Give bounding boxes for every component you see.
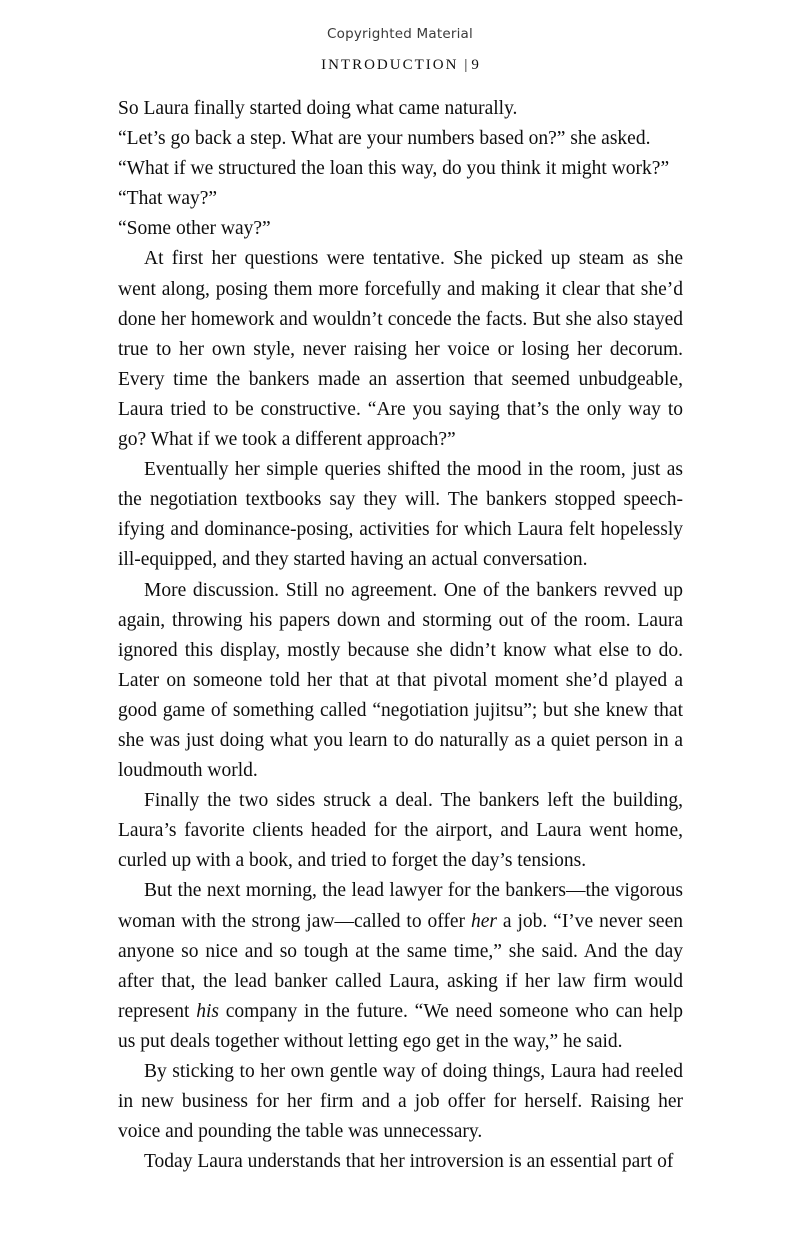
- running-head-chapter: INTRODUCTION: [321, 57, 459, 73]
- paragraph: More discussion. Still no agreement. One of the bankers revved up again, throwing his papers down and storming out of the room. Laura ignored this display, mostly because she didn’t know what else to do. Later on someone told her that at that pivotal moment she’d played a good game of something called “negotiation jujitsu”; but she knew that she was just doing what you learn to do naturally as a quiet person in a loudmouth world.: [118, 579, 683, 782]
- copyright-watermark-top: Copyrighted Material: [327, 26, 473, 42]
- paragraph: Today Laura understands that her introversion is an essential part of: [144, 1151, 674, 1173]
- paragraph: “Some other way?”: [118, 218, 271, 240]
- paragraph: Eventually her simple queries shifted the mood in the room, just as the negotiation textbooks say they will. The bankers stopped speech-ifying and dominance-posing, activities for which Laura felt hopelessly ill-equipped, and they started having an actual conversation.: [118, 459, 683, 571]
- paragraph: By sticking to her own gentle way of doing things, Laura had reeled in new business for her firm and a job offer for herself. Raising her voice and pounding the table was unnecessary.: [118, 1061, 683, 1143]
- paragraph-with-italics: But the next morning, the lead lawyer for the bankers—the vigorous woman with the strong jaw—called to offer her a job. “I’ve never seen anyone so nice and so tough at the same time,” she said. And the day after that, the lead banker called Laura, asking if her law firm would represent his company in the future. “We need someone who can help us put deals together without letting ego get in the way,” he said.: [118, 880, 683, 1052]
- paragraph: So Laura finally started doing what came naturally.: [118, 98, 518, 119]
- paragraph: At first her questions were tentative. She picked up steam as she went along, posing them more forcefully and making it clear that she’d done her homework and wouldn’t concede the facts. But she also stayed true to her own style, never raising her voice or losing her decorum. Every time the bankers made an assertion that seemed unbudgeable, Laura tried to be constructive. “Are you saying that’s the only way to go? What if we took a different approach?”: [118, 248, 683, 451]
- page-number: 9: [471, 57, 479, 73]
- paragraph: “That way?”: [118, 188, 218, 210]
- running-head-separator: |: [464, 57, 468, 73]
- body-text: [118, 94, 683, 1177]
- paragraph: Finally the two sides struck a deal. The bankers left the building, Laura’s favorite clients headed for the airport, and Laura went home, curled up with a book, and tried to forget the day’s tensions.: [118, 790, 683, 872]
- running-head: [0, 57, 800, 74]
- paragraph: “Let’s go back a step. What are your numbers based on?” she asked.: [118, 128, 651, 150]
- paragraph: “What if we structured the loan this way, do you think it might work?”: [118, 158, 670, 180]
